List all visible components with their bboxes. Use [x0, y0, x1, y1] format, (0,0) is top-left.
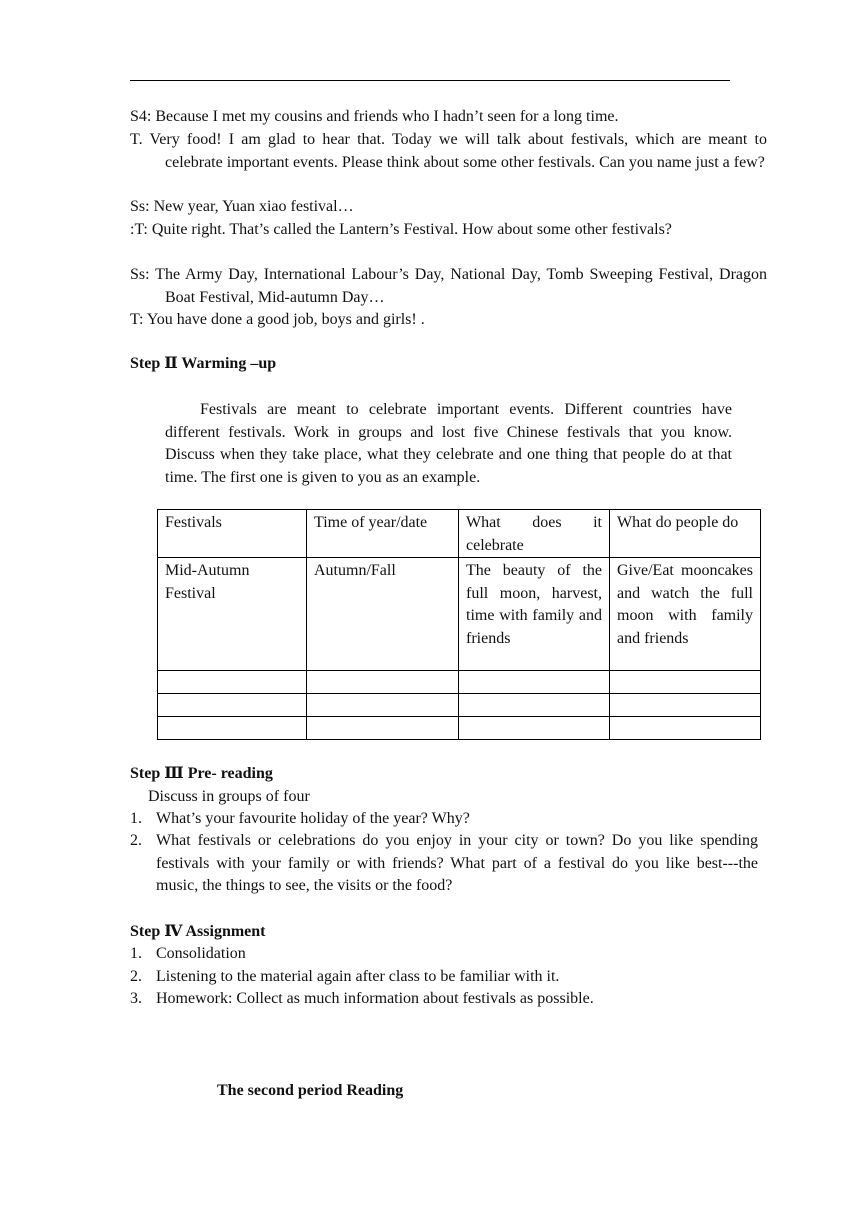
list-number: 1.	[130, 945, 142, 962]
table-header-cell: What does it celebrate	[459, 510, 610, 558]
dialogue-teacher-2: :T: Quite right. That’s called the Lantern’s Festival. How about some other festivals?	[130, 221, 672, 238]
list-text: What’s your favourite holiday of the year? Why?	[156, 810, 470, 827]
list-number: 3.	[130, 990, 142, 1007]
table-cell	[459, 717, 610, 740]
list-text: Consolidation	[156, 945, 246, 962]
list-number: 2.	[130, 832, 142, 849]
header-rule	[130, 80, 730, 81]
table-row	[158, 558, 761, 671]
dialogue-students-2: Ss: The Army Day, International Labour’s Day, National Day, Tomb Sweeping Festival, Dragon Boat Festival, Mid-autumn Day…	[130, 266, 767, 306]
list-item	[130, 966, 758, 989]
table-cell: Mid-Autumn Festival	[158, 558, 307, 671]
step3-heading: Step Ⅲ Pre- reading	[130, 765, 273, 782]
dialogue-teacher-3: T: You have done a good job, boys and girls! .	[130, 311, 425, 328]
list-text: Listening to the material again after class to be familiar with it.	[156, 968, 560, 985]
list-item	[130, 988, 758, 1011]
table-cell: Give/Eat mooncakes and watch the full moon with family and friends	[610, 558, 761, 671]
table-cell: Autumn/Fall	[307, 558, 459, 671]
table-row-empty	[158, 671, 761, 694]
table-cell	[158, 717, 307, 740]
table-header-row	[158, 510, 761, 558]
dialogue-students-1: Ss: New year, Yuan xiao festival…	[130, 198, 354, 215]
list-text: What festivals or celebrations do you enjoy in your city or town? Do you like spending festivals with your family or with friends? What part of a festival do you like best---the music, the things to see, the visits or the food?	[156, 832, 758, 894]
step2-heading: Step Ⅱ Warming –up	[130, 355, 277, 372]
step3-intro: Discuss in groups of four	[148, 788, 310, 805]
table-cell	[459, 694, 610, 717]
table-header-cell: Time of year/date	[307, 510, 459, 558]
table-cell: The beauty of the full moon, harvest, time with family and friends	[459, 558, 610, 671]
list-item	[130, 830, 758, 898]
dialogue-teacher-1: T. Very food! I am glad to hear that. Today we will talk about festivals, which are meant to celebrate important events. Please think about some other festivals. Can you name just a few?	[130, 131, 767, 171]
table-row-empty	[158, 694, 761, 717]
table-cell	[307, 717, 459, 740]
step2-body: Festivals are meant to celebrate important events. Different countries have different festivals. Work in groups and lost five Chinese festivals that you know. Discuss when they take place, what they celebrate and one thing that people do at that time. The first one is given to you as an example.	[165, 401, 732, 486]
table-header-cell: Festivals	[158, 510, 307, 558]
period-title: The second period Reading	[217, 1082, 404, 1099]
list-item	[130, 808, 758, 831]
table-cell	[307, 694, 459, 717]
table-cell	[610, 694, 761, 717]
table-header-cell: What do people do	[610, 510, 761, 558]
list-item	[130, 943, 758, 966]
list-number: 2.	[130, 968, 142, 985]
table-cell	[610, 671, 761, 694]
table-cell	[459, 671, 610, 694]
table-cell	[158, 671, 307, 694]
list-text: Homework: Collect as much information about festivals as possible.	[156, 990, 594, 1007]
step4-heading: Step Ⅳ Assignment	[130, 923, 266, 940]
festival-table	[157, 509, 761, 740]
table-cell	[158, 694, 307, 717]
table-cell	[610, 717, 761, 740]
dialogue-s4: S4: Because I met my cousins and friends who I hadn’t seen for a long time.	[130, 108, 619, 125]
table-row-empty	[158, 717, 761, 740]
table-cell	[307, 671, 459, 694]
list-number: 1.	[130, 810, 142, 827]
